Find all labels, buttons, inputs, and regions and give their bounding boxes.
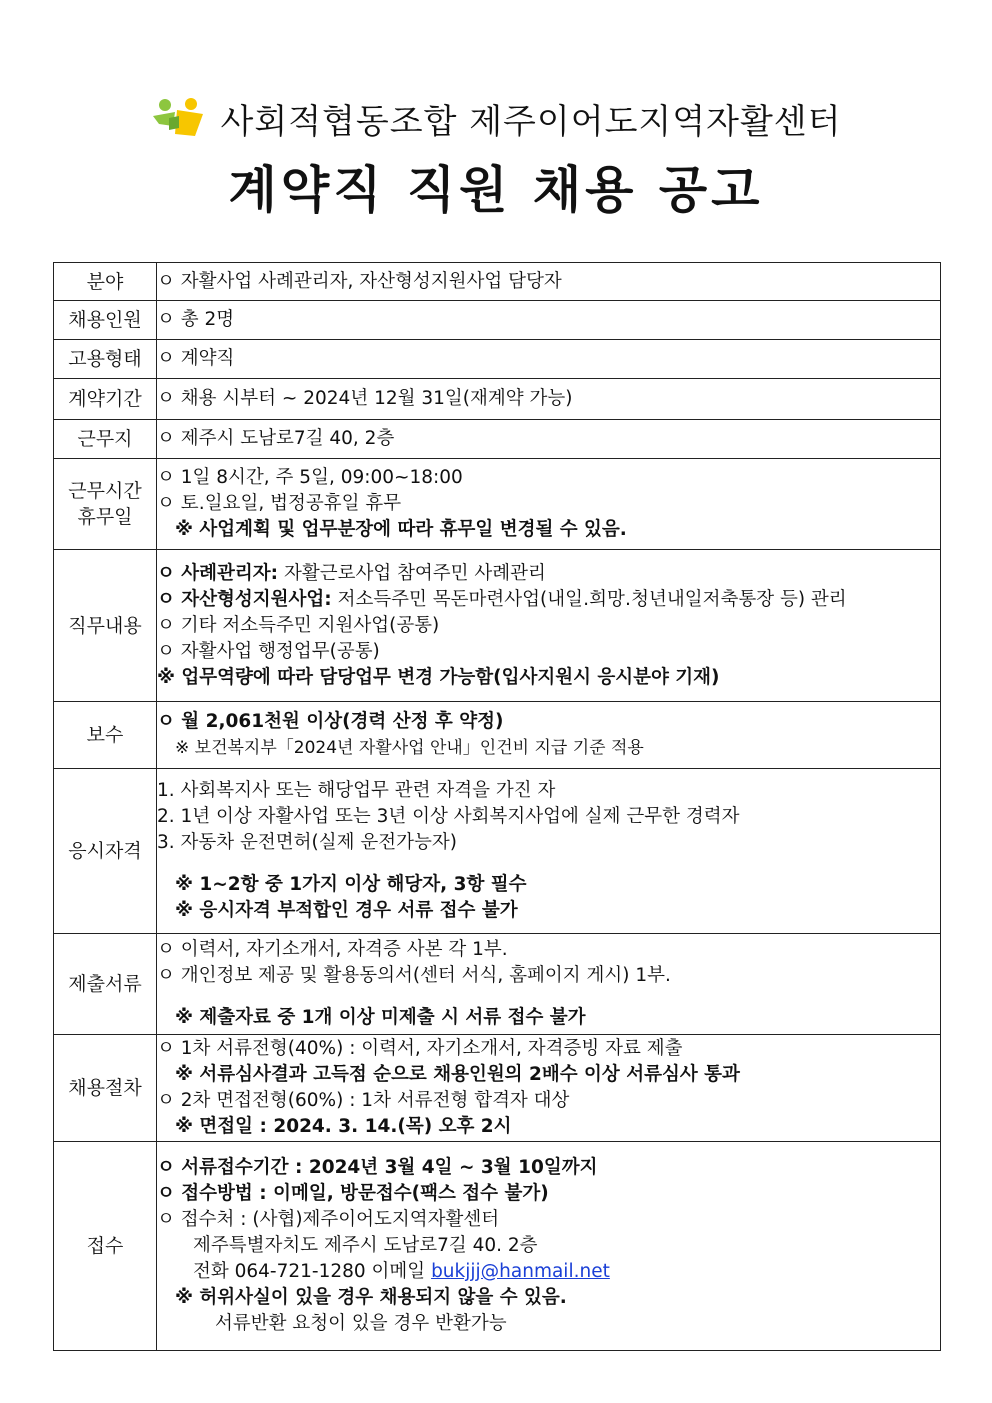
application-address: 제주특별자치도 제주시 도남로7길 40. 2층 [193, 1235, 538, 1256]
row-workplace [54, 420, 941, 459]
label-headcount: 채용인원 [54, 301, 157, 340]
content-hours [157, 459, 941, 550]
qualification-item-1: 1. 사회복지사 또는 해당업무 관련 자격을 가진 자 [157, 780, 556, 801]
contact-phone-text: 전화 064-721-1280 이메일 [193, 1261, 432, 1282]
procedure-step-1: ㅇ 1차 서류전형(40%) : 이력서, 자기소개서, 자격증빙 자료 제출 [157, 1038, 683, 1059]
row-pay [54, 702, 941, 769]
content-documents [157, 934, 941, 1035]
content-workplace [157, 420, 941, 459]
qualification-item-3: 3. 자동차 운전면허(실제 운전가능자) [157, 832, 457, 853]
false-info-note: ※ 허위사실이 있을 경우 채용되지 않을 수 있음. [175, 1287, 567, 1308]
pay-note: ※ 보건복지부「2024년 자활사업 안내」인건비 지급 기준 적용 [175, 738, 644, 758]
content-period [157, 379, 941, 420]
application-place: ㅇ 접수처 : (사협)제주이어도지역자활센터 [157, 1209, 500, 1230]
content-field [157, 263, 941, 301]
content-application [157, 1142, 941, 1351]
document-item-2: ㅇ 개인정보 제공 및 활용동의서(센터 서식, 홈페이지 게시) 1부. [157, 965, 671, 986]
procedure-step-2: ㅇ 2차 면접전형(60%) : 1차 서류전형 합격자 대상 [157, 1090, 570, 1111]
row-documents [54, 934, 941, 1035]
job-notice-table [53, 262, 941, 1351]
application-contact [157, 1259, 940, 1285]
content-headcount [157, 301, 941, 340]
label-documents: 제출서류 [54, 934, 157, 1035]
application-method: ㅇ 접수방법 : 이메일, 방문접수(팩스 접수 불가) [157, 1183, 549, 1204]
content-pay [157, 702, 941, 769]
hours-text: ㅇ 1일 8시간, 주 5일, 09:00~18:00 [157, 467, 463, 488]
label-employment: 고용형태 [54, 340, 157, 379]
email-link[interactable]: bukjjj@hanmail.net [431, 1261, 610, 1282]
qualification-item-2: 2. 1년 이상 자활사업 또는 3년 이상 사회복지사업에 실제 근무한 경력자 [157, 806, 740, 827]
holiday-text: ㅇ 토․일요일, 법정공휴일 휴무 [157, 493, 402, 514]
duty-asset-building-title: ㅇ 자산형성지원사업: [157, 588, 332, 610]
label-hours [54, 459, 157, 550]
headcount-text: ㅇ 총 2명 [157, 309, 235, 330]
procedure-step-1-note: ※ 서류심사결과 고득점 순으로 채용인원의 2배수 이상 서류심사 통과 [175, 1064, 740, 1085]
row-period [54, 379, 941, 420]
row-hours [54, 459, 941, 550]
duty-case-manager-desc: 자활근로사업 참여주민 사례관리 [278, 562, 546, 584]
interview-date: ※ 면접일 : 2024. 3. 14.(목) 오후 2시 [175, 1116, 512, 1137]
label-duties: 직무내용 [54, 550, 157, 702]
period-text: ㅇ 채용 시부터 ~ 2024년 12월 31일(재계약 가능) [157, 388, 573, 409]
duty-admin: ㅇ 자활사업 행정업무(공통) [157, 640, 380, 662]
workplace-text: ㅇ 제주시 도남로7길 40, 2층 [157, 428, 395, 449]
duty-asset-building-desc: 저소득주민 목돈마련사업(내일․희망․청년내일저축통장 등) 관리 [331, 588, 847, 610]
field-text: ㅇ 자활사업 사례관리자, 자산형성지원사업 담당자 [157, 270, 562, 292]
row-application [54, 1142, 941, 1351]
organization-name: 사회적협동조합 제주이어도지역자활센터 [220, 101, 842, 142]
row-field [54, 263, 941, 301]
content-duties [157, 550, 941, 702]
label-workplace: 근무지 [54, 420, 157, 459]
row-headcount [54, 301, 941, 340]
document-return-note: 서류반환 요청이 있을 경우 반환가능 [215, 1313, 507, 1334]
employment-text: ㅇ 계약직 [157, 348, 235, 369]
label-hours-line1: 근무시간 [68, 480, 142, 502]
qualification-note-1: ※ 1~2항 중 1가지 이상 해당자, 3항 필수 [175, 874, 527, 895]
document-note: ※ 제출자료 중 1개 이상 미제출 시 서류 접수 불가 [175, 1007, 586, 1028]
row-qualification [54, 769, 941, 934]
document-item-1: ㅇ 이력서, 자기소개서, 자격증 사본 각 1부. [157, 939, 508, 960]
organization-logo-icon [151, 96, 205, 140]
duty-other-support: ㅇ 기타 저소득주민 지원사업(공통) [157, 614, 440, 636]
page-title: 계약직 직원 채용 공고 [228, 161, 764, 219]
label-application: 접수 [54, 1142, 157, 1351]
label-field: 분야 [54, 263, 157, 301]
content-procedure [157, 1035, 941, 1142]
pay-amount: ㅇ 월 2,061천원 이상(경력 산정 후 약정) [157, 711, 504, 732]
content-employment [157, 340, 941, 379]
label-procedure: 채용절차 [54, 1035, 157, 1142]
application-period: ㅇ 서류접수기간 : 2024년 3월 4일 ~ 3월 10일까지 [157, 1157, 598, 1178]
label-qualification: 응시자격 [54, 769, 157, 934]
label-hours-line2: 휴무일 [77, 506, 133, 528]
label-pay: 보수 [54, 702, 157, 769]
organization-header [0, 92, 992, 144]
duty-asset-building [157, 587, 940, 613]
label-period: 계약기간 [54, 379, 157, 420]
row-duties [54, 550, 941, 702]
duty-case-manager-title: ㅇ 사례관리자: [157, 562, 279, 584]
row-employment [54, 340, 941, 379]
duty-case-manager [157, 561, 940, 587]
holiday-note: ※ 사업계획 및 업무분장에 따라 휴무일 변경될 수 있음. [175, 519, 627, 540]
qualification-note-2: ※ 응시자격 부적합인 경우 서류 접수 불가 [175, 900, 518, 921]
duty-note: ※ 업무역량에 따라 담당업무 변경 가능함(입사지원시 응시분야 기재) [157, 666, 720, 688]
content-qualification [157, 769, 941, 934]
row-procedure [54, 1035, 941, 1142]
